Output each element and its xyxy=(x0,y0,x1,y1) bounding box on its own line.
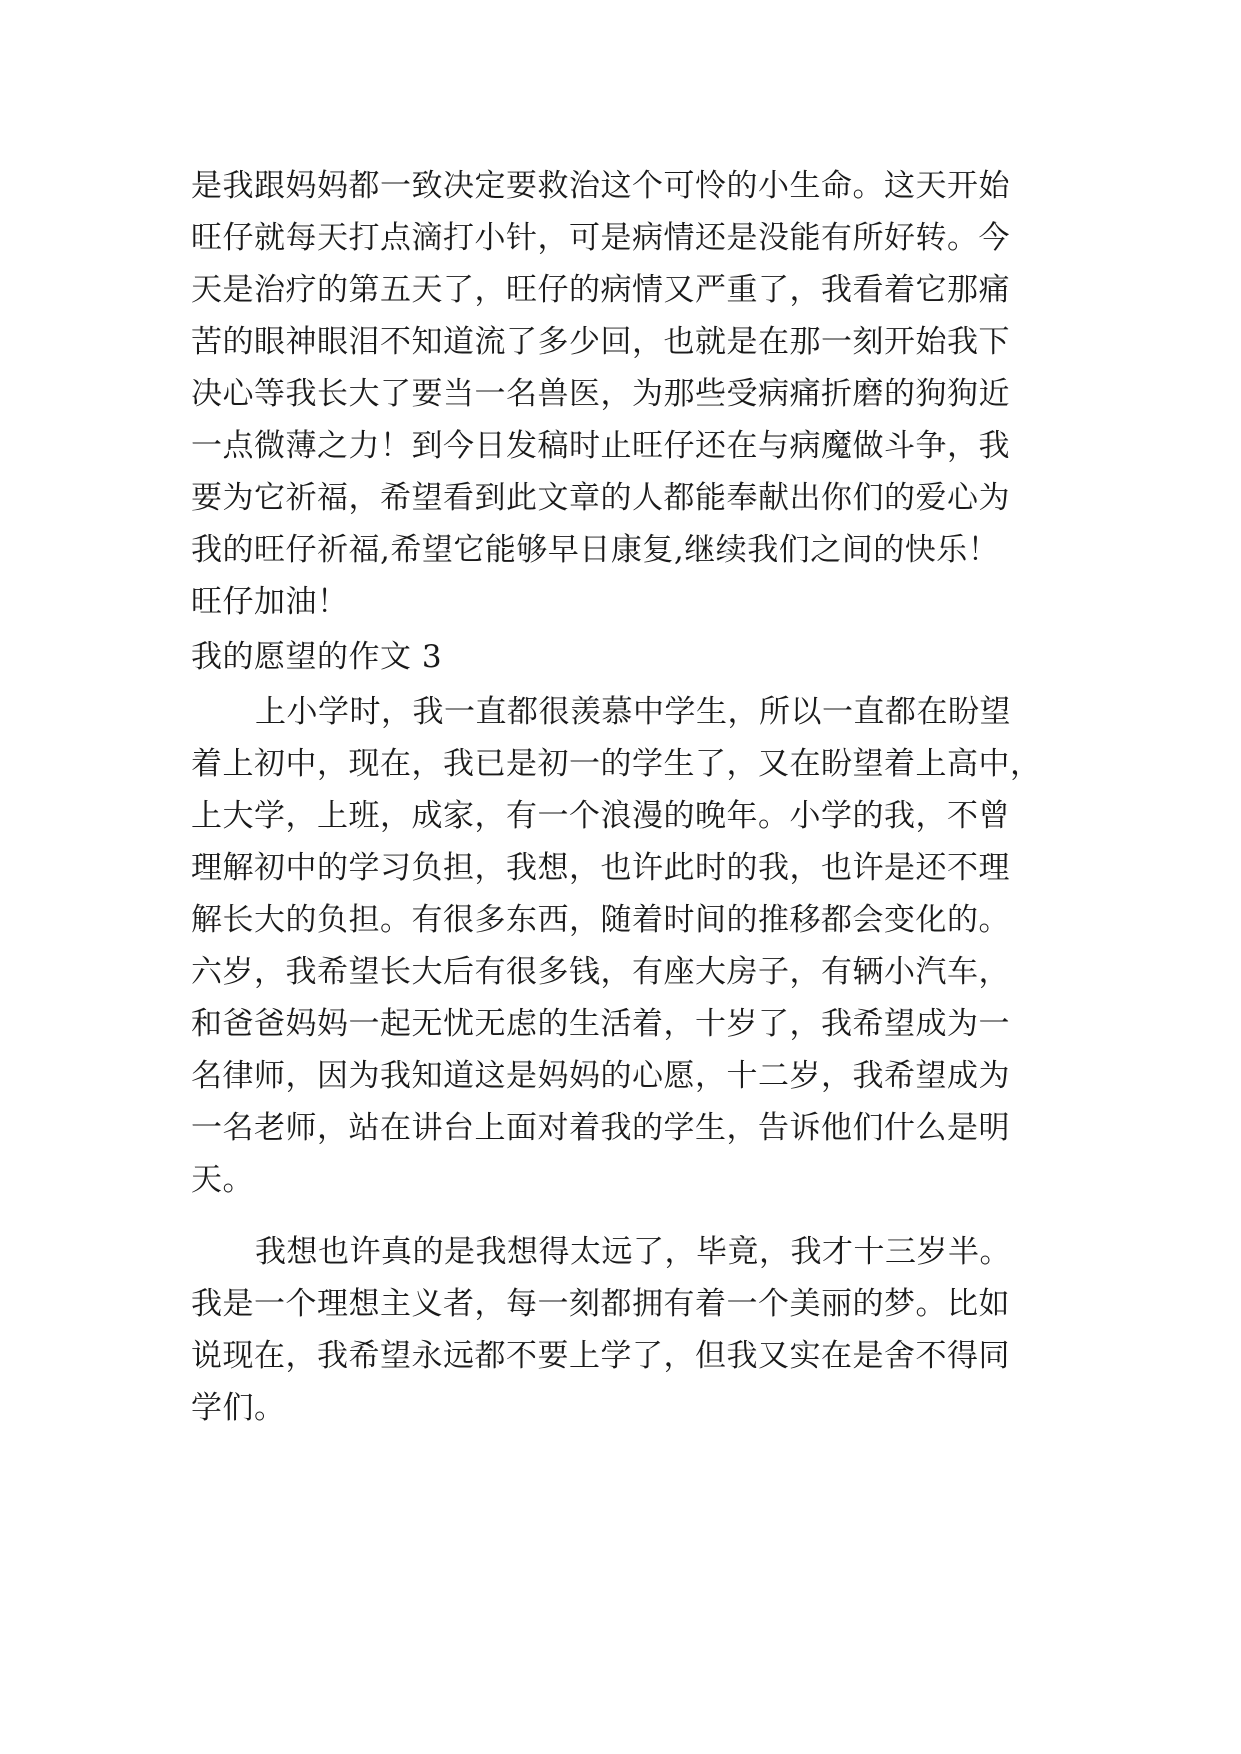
text-line: 我是一个理想主义者，每一刻都拥有着一个美丽的梦。比如 xyxy=(191,1286,1010,1322)
text-line: 苦的眼神眼泪不知道流了多少回，也就是在那一刻开始我下 xyxy=(191,324,1010,360)
text-line: 天是治疗的第五天了，旺仔的病情又严重了，我看着它那痛 xyxy=(191,272,1010,308)
text-line: 上小学时，我一直都很羡慕中学生，所以一直都在盼望 xyxy=(255,694,1011,730)
text-line: 决心等我长大了要当一名兽医，为那些受病痛折磨的狗狗近 xyxy=(191,376,1010,412)
text-line: 要为它祈福，希望看到此文章的人都能奉献出你们的爱心为 xyxy=(191,480,1010,516)
continuation-paragraph xyxy=(191,160,1071,628)
text-line: 学们。 xyxy=(191,1390,286,1426)
text-line: 说现在，我希望永远都不要上学了，但我又实在是舍不得同 xyxy=(191,1338,1010,1374)
text-line: 着上初中，现在，我已是初一的学生了，又在盼望着上高中， xyxy=(191,746,1042,782)
text-line: 旺仔就每天打点滴打小针，可是病情还是没能有所好转。今 xyxy=(191,220,1010,256)
text-line: 理解初中的学习负担，我想，也许此时的我，也许是还不理 xyxy=(191,850,1010,886)
text-line: 旺仔加油！ xyxy=(191,584,349,620)
text-line: 名律师，因为我知道这是妈妈的心愿，十二岁，我希望成为 xyxy=(191,1058,1010,1094)
text-line: 六岁，我希望长大后有很多钱，有座大房子，有辆小汽车， xyxy=(191,954,1010,990)
text-line: 我想也许真的是我想得太远了，毕竟，我才十三岁半。 xyxy=(255,1234,1011,1270)
text-line: 一名老师，站在讲台上面对着我的学生，告诉他们什么是明 xyxy=(191,1110,1010,1146)
text-line: 和爸爸妈妈一起无忧无虑的生活着，十岁了，我希望成为一 xyxy=(191,1006,1010,1042)
paragraph-2 xyxy=(191,1226,1071,1434)
paragraph-1 xyxy=(191,686,1071,1206)
text-line: 天。 xyxy=(191,1162,254,1198)
section-title: 我的愿望的作文 3 xyxy=(191,639,443,675)
text-line: 解长大的负担。有很多东西，随着时间的推移都会变化的。 xyxy=(191,902,1010,938)
text-line: 一点微薄之力！到今日发稿时止旺仔还在与病魔做斗争，我 xyxy=(191,428,1010,464)
text-line: 是我跟妈妈都一致决定要救治这个可怜的小生命。这天开始 xyxy=(191,168,1010,204)
text-line: 我的旺仔祈福,希望它能够早日康复,继续我们之间的快乐！ xyxy=(191,532,1000,568)
text-line: 上大学，上班，成家，有一个浪漫的晚年。小学的我，不曾 xyxy=(191,798,1010,834)
document-body xyxy=(191,160,1071,1434)
